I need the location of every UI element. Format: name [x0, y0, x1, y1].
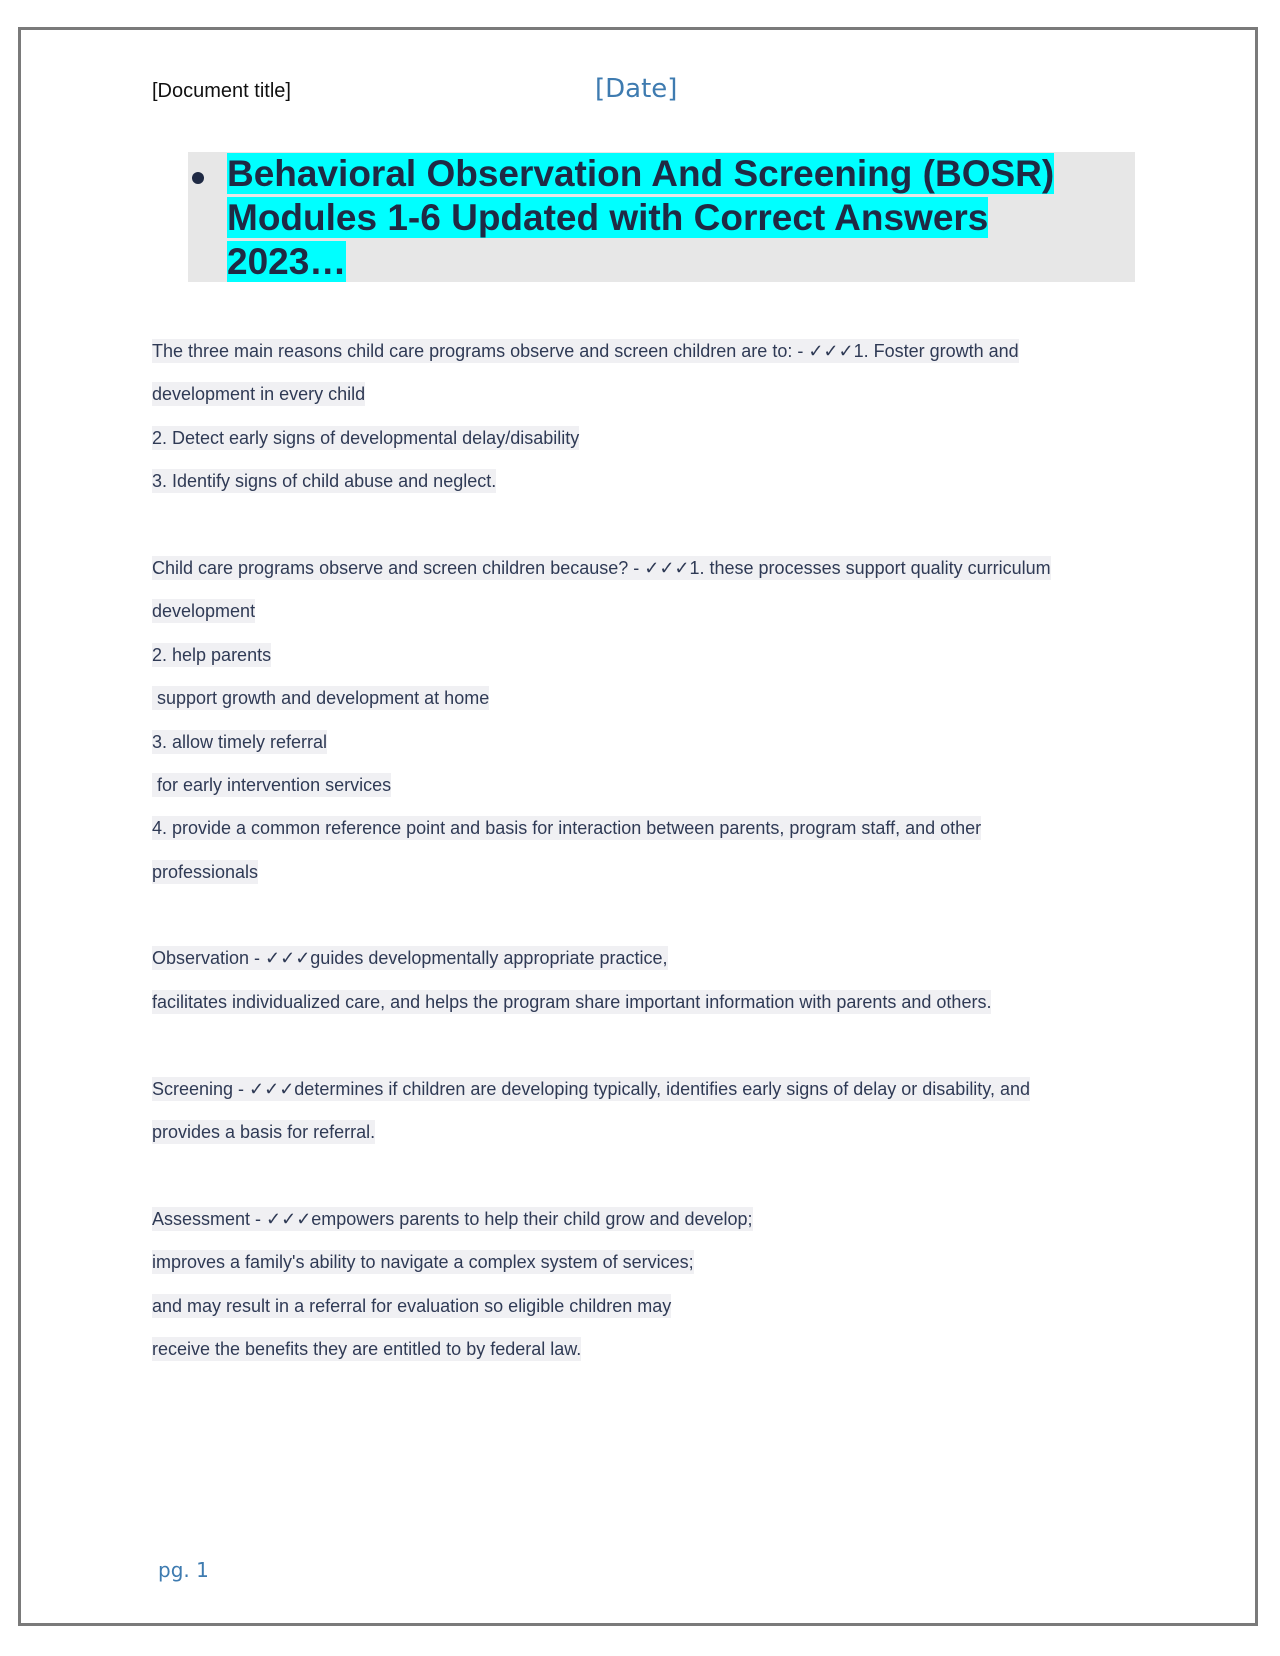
- body-line: The three main reasons child care programs observe and screen children are to: - ✓✓✓1. Foster growth and: [152, 341, 1019, 361]
- body-line: 3. Identify signs of child abuse and neglect.: [152, 471, 497, 492]
- body-line: 2. Detect early signs of developmental delay/disability: [152, 427, 580, 448]
- document-title[interactable]: [Document title]: [152, 80, 291, 102]
- heading-block: [188, 152, 1135, 282]
- body-line: Observation - ✓✓✓guides developmentally appropriate practice,: [152, 948, 668, 969]
- body-line: 4. provide a common reference point and basis for interaction between parents, program staff, and other: [152, 818, 982, 839]
- document-heading: [227, 152, 1127, 284]
- body-line: development: [152, 601, 256, 622]
- body-line: Assessment - ✓✓✓empowers parents to help their child grow and develop;: [152, 1208, 753, 1229]
- body-line: facilitates individualized care, and helps the program share important information with parents and others.: [152, 991, 992, 1012]
- paragraph-gap: [152, 894, 1132, 937]
- document-page: [18, 27, 1258, 1626]
- page-number: pg. 1: [158, 1558, 209, 1582]
- body-line: provides a basis for referral.: [152, 1122, 376, 1143]
- body-line: and may result in a referral for evaluation so eligible children may: [152, 1295, 672, 1316]
- heading-line-3: 2023…: [227, 241, 347, 282]
- paragraph-gap: [152, 1024, 1132, 1067]
- body-line: professionals: [152, 861, 259, 882]
- body-line: for early intervention services: [152, 774, 392, 795]
- body-line: 2. help parents: [152, 644, 272, 665]
- body-line: Screening - ✓✓✓determines if children are developing typically, identifies early signs of delay or disability, and: [152, 1078, 1031, 1099]
- body-line: receive the benefits they are entitled to by federal law.: [152, 1338, 582, 1359]
- heading-line-1: Behavioral Observation And Screening (BOSR): [227, 153, 1055, 194]
- body-line: 3. allow timely referral: [152, 731, 328, 752]
- document-date[interactable]: [Date]: [595, 74, 678, 104]
- body-line: development in every child: [152, 384, 366, 405]
- body-line: improves a family's ability to navigate a complex system of services;: [152, 1252, 694, 1273]
- bullet-icon: [192, 172, 204, 184]
- document-body: [152, 330, 1132, 1371]
- heading-line-2: Modules 1-6 Updated with Correct Answers: [227, 197, 989, 238]
- paragraph-gap: [152, 504, 1132, 547]
- paragraph-gap: [152, 1154, 1132, 1197]
- body-line: Child care programs observe and screen children because? - ✓✓✓1. these processes support quality curriculum: [152, 557, 1051, 578]
- body-line: support growth and development at home: [152, 688, 490, 709]
